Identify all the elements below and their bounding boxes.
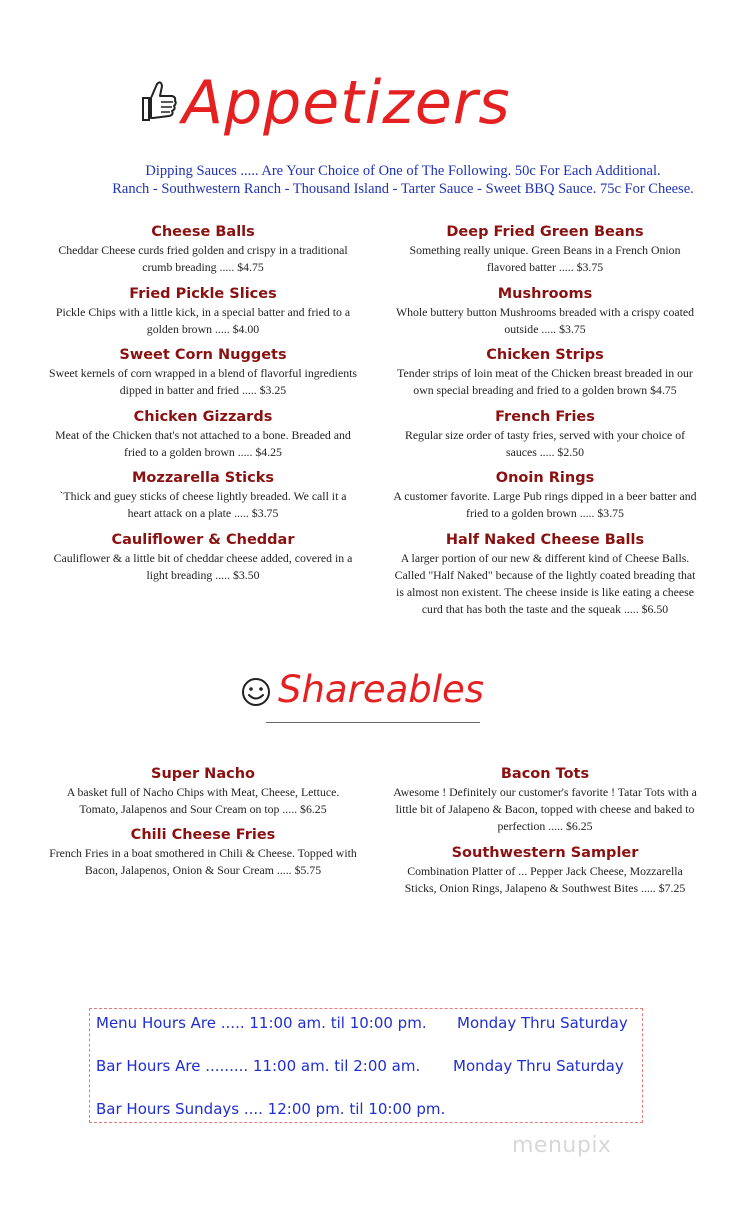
item-name: Mushrooms [497, 286, 593, 302]
menu-item [48, 222, 358, 276]
item-description: Pickle Chips with a little kick, in a special batter and fried to a golden brown ..... $4.00 [55, 305, 351, 336]
item-name: Fried Pickle Slices [129, 286, 277, 302]
item-name: French Fries [495, 409, 595, 425]
appetizers-title: Appetizers [182, 68, 511, 138]
item-name: Chicken Strips [486, 347, 604, 363]
item-description: Awesome ! Definitely our customer's favorite ! Tatar Tots with a little bit of Jalapeno & Bacon, topped with cheese and baked to perfection ..... $6.25 [393, 785, 697, 833]
item-description: Whole buttery button Mushrooms breaded with a crispy coated outside ..... $3.75 [395, 305, 695, 336]
item-description: Cheddar Cheese curds fried golden and crispy in a traditional crumb breading ..... $4.75 [58, 243, 348, 274]
menu-item [390, 843, 700, 897]
watermark: menupix [512, 1133, 612, 1158]
menu-item [48, 468, 358, 522]
item-description: A larger portion of our new & different kind of Cheese Balls. Called "Half Naked" because of the lightly coated breading that is almost non existent. The cheese inside is like eating a cheese curd that has both the taste and the squeak ..... $6.50 [394, 551, 696, 616]
item-description: Regular size order of tasty fries, served with your choice of sauces ..... $2.50 [404, 428, 686, 459]
bar-hours-sundays: Bar Hours Sundays .... 12:00 pm. til 10:00 pm. [96, 1100, 446, 1118]
dipping-sauces-options: Ranch - Southwestern Ranch - Thousand Island - Tarter Sauce - Sweet BBQ Sauce. 75c For Cheese. [112, 181, 694, 197]
item-name: Deep Fried Green Beans [446, 224, 644, 240]
menu-item [48, 825, 358, 879]
menu-item [390, 468, 700, 522]
item-name: Half Naked Cheese Balls [445, 532, 645, 548]
item-description: A basket full of Nacho Chips with Meat, Cheese, Lettuce. Tomato, Jalapenos and Sour Cream on top ..... $6.25 [66, 785, 340, 816]
item-name: Cauliflower & Cheddar [111, 532, 295, 548]
thumbs-up-icon [139, 78, 179, 124]
menu-item [390, 222, 700, 276]
menu-item [390, 345, 700, 399]
menu-item [48, 284, 358, 338]
item-name: Bacon Tots [500, 766, 590, 782]
item-description: `Thick and guey sticks of cheese lightly breaded. We call it a heart attack on a plate ..... $3.75 [59, 489, 347, 520]
section-divider [266, 722, 480, 723]
menu-item [48, 345, 358, 399]
bar-hours: Bar Hours Are ......... 11:00 am. til 2:00 am. [96, 1057, 421, 1075]
menu-item [48, 530, 358, 584]
hours-box [89, 1008, 643, 1123]
item-description: Sweet kernels of corn wrapped in a blend of flavorful ingredients dipped in batter and fried ..... $3.25 [49, 366, 357, 397]
menu-item [48, 407, 358, 461]
menu-item [390, 407, 700, 461]
menu-item [48, 764, 358, 818]
item-description: Tender strips of loin meat of the Chicken breast breaded in our own special breading and fried to a golden brown $4.75 [397, 366, 693, 397]
item-name: Chicken Gizzards [133, 409, 273, 425]
smiley-icon [240, 676, 272, 708]
item-name: Sweet Corn Nuggets [119, 347, 287, 363]
item-description: Cauliflower & a little bit of cheddar cheese added, covered in a light breading ..... $3.50 [53, 551, 353, 582]
item-name: Super Nacho [151, 766, 255, 782]
menu-item [390, 764, 700, 835]
item-description: A customer favorite. Large Pub rings dipped in a beer batter and fried to a golden brown ..... $3.75 [393, 489, 697, 520]
menu-days: Monday Thru Saturday [457, 1014, 628, 1032]
item-description: Combination Platter of ... Pepper Jack Cheese, Mozzarella Sticks, Onion Rings, Jalapeno & Southwest Bites ..... $7.25 [404, 864, 686, 895]
bar-days: Monday Thru Saturday [453, 1057, 624, 1075]
item-name: Onoin Rings [495, 470, 595, 486]
item-name: Mozzarella Sticks [131, 470, 275, 486]
menu-item [390, 284, 700, 338]
item-description: Meat of the Chicken that's not attached to a bone. Breaded and fried to a golden brown ..... $4.25 [55, 428, 351, 459]
item-name: Chili Cheese Fries [130, 827, 276, 843]
item-name: Cheese Balls [151, 224, 255, 240]
item-description: French Fries in a boat smothered in Chili & Cheese. Topped with Bacon, Jalapenos, Onion & Sour Cream ..... $5.75 [49, 846, 357, 877]
menu-hours: Menu Hours Are ..... 11:00 am. til 10:00 pm. [96, 1014, 427, 1032]
dipping-sauces-line: Dipping Sauces ..... Are Your Choice of One of The Following. 50c For Each Additional. [145, 163, 661, 179]
menu-item [390, 530, 700, 618]
item-name: Southwestern Sampler [451, 845, 639, 861]
shareables-title: Shareables [278, 668, 485, 711]
item-description: Something really unique. Green Beans in a French Onion flavored batter ..... $3.75 [409, 243, 681, 274]
